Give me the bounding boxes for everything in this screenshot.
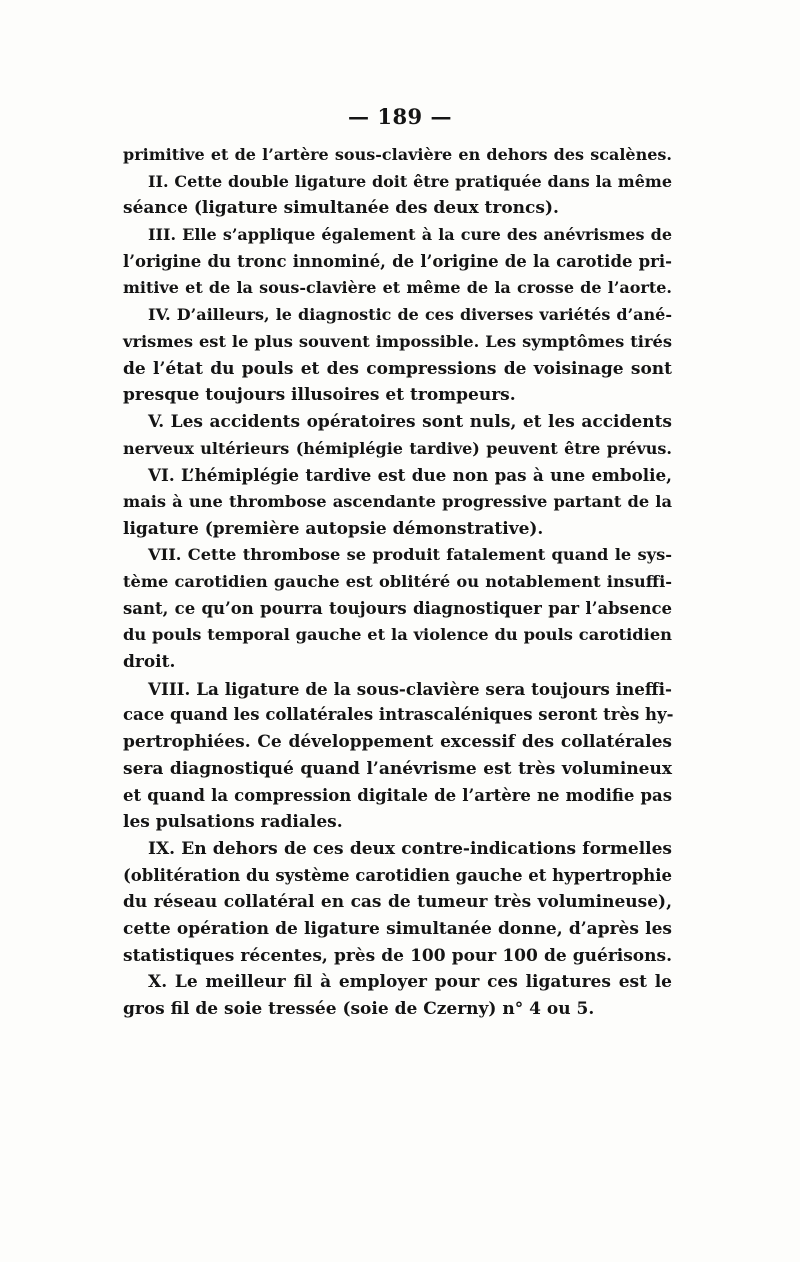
text-line: les pulsations radiales.: [123, 812, 343, 833]
text-line: presque toujours illusoires et trompeurs.: [123, 385, 516, 406]
text-line: de l’état du pouls et des compressions de voisinage sont: [123, 358, 672, 379]
text-line: tème carotidien gauche est oblitéré ou notablement insuffi-: [123, 572, 672, 591]
text-line: gros fil de soie tressée (soie de Czerny) n° 4 ou 5.: [123, 999, 595, 1019]
text-line: sant, ce qu’on pourra toujours diagnostiquer par l’absence: [123, 598, 672, 618]
text-line: VII. Cette thrombose se produit fatalement quand le sys-: [148, 545, 672, 565]
text-line: mais à une thrombose ascendante progressive partant de la: [123, 491, 672, 511]
text-line: statistiques récentes, près de 100 pour 100 de guérisons.: [123, 945, 672, 966]
body-text: [123, 142, 672, 1023]
text-line: IV. D’ailleurs, le diagnostic de ces diverses variétés d’ané-: [148, 305, 672, 325]
text-line: VI. L’hémiplégie tardive est due non pas à une embolie,: [148, 465, 672, 486]
text-line: V. Les accidents opératoires sont nuls, et les accidents: [148, 411, 672, 432]
text-line: mitive et de la sous-clavière et même de la crosse de l’aorte.: [123, 278, 672, 298]
text-line: X. Le meilleur fil à employer pour ces ligatures est le: [148, 972, 672, 993]
text-line: droit.: [123, 652, 176, 673]
text-line: pertrophiées. Ce développement excessif des collatérales: [123, 732, 672, 753]
text-line: IX. En dehors de ces deux contre-indications formelles: [148, 838, 672, 859]
text-line: ligature (première autopsie démonstrative).: [123, 518, 544, 539]
text-line: du pouls temporal gauche et la violence du pouls carotidien: [123, 625, 672, 645]
text-line: séance (ligature simultanée des deux troncs).: [123, 198, 559, 219]
text-line: nerveux ultérieurs (hémiplégie tardive) peuvent être prévus.: [123, 438, 672, 458]
text-line: (oblitération du système carotidien gauche et hypertrophie: [123, 865, 672, 885]
text-line: l’origine du tronc innominé, de l’origine de la carotide pri-: [123, 251, 672, 271]
page-number: — 189 —: [348, 104, 452, 129]
text-line: et quand la compression digitale de l’artère ne modifie pas: [123, 785, 672, 805]
text-line: II. Cette double ligature doit être pratiquée dans la même: [148, 171, 672, 191]
text-line: III. Elle s’applique également à la cure des anévrismes de: [148, 225, 672, 245]
text-line: cace quand les collatérales intrascaléniques seront très hy-: [123, 705, 674, 725]
text-line: sera diagnostiqué quand l’anévrisme est très volumineux: [123, 758, 672, 779]
text-line: du réseau collatéral en cas de tumeur très volumineuse),: [123, 892, 672, 913]
text-line: vrismes est le plus souvent impossible. Les symptômes tirés: [123, 331, 672, 351]
text-line: primitive et de l’artère sous-clavière en dehors des scalènes.: [123, 145, 672, 164]
text-line: VIII. La ligature de la sous-clavière sera toujours ineffi-: [148, 678, 672, 699]
text-line: cette opération de ligature simultanée donne, d’après les: [123, 918, 672, 939]
